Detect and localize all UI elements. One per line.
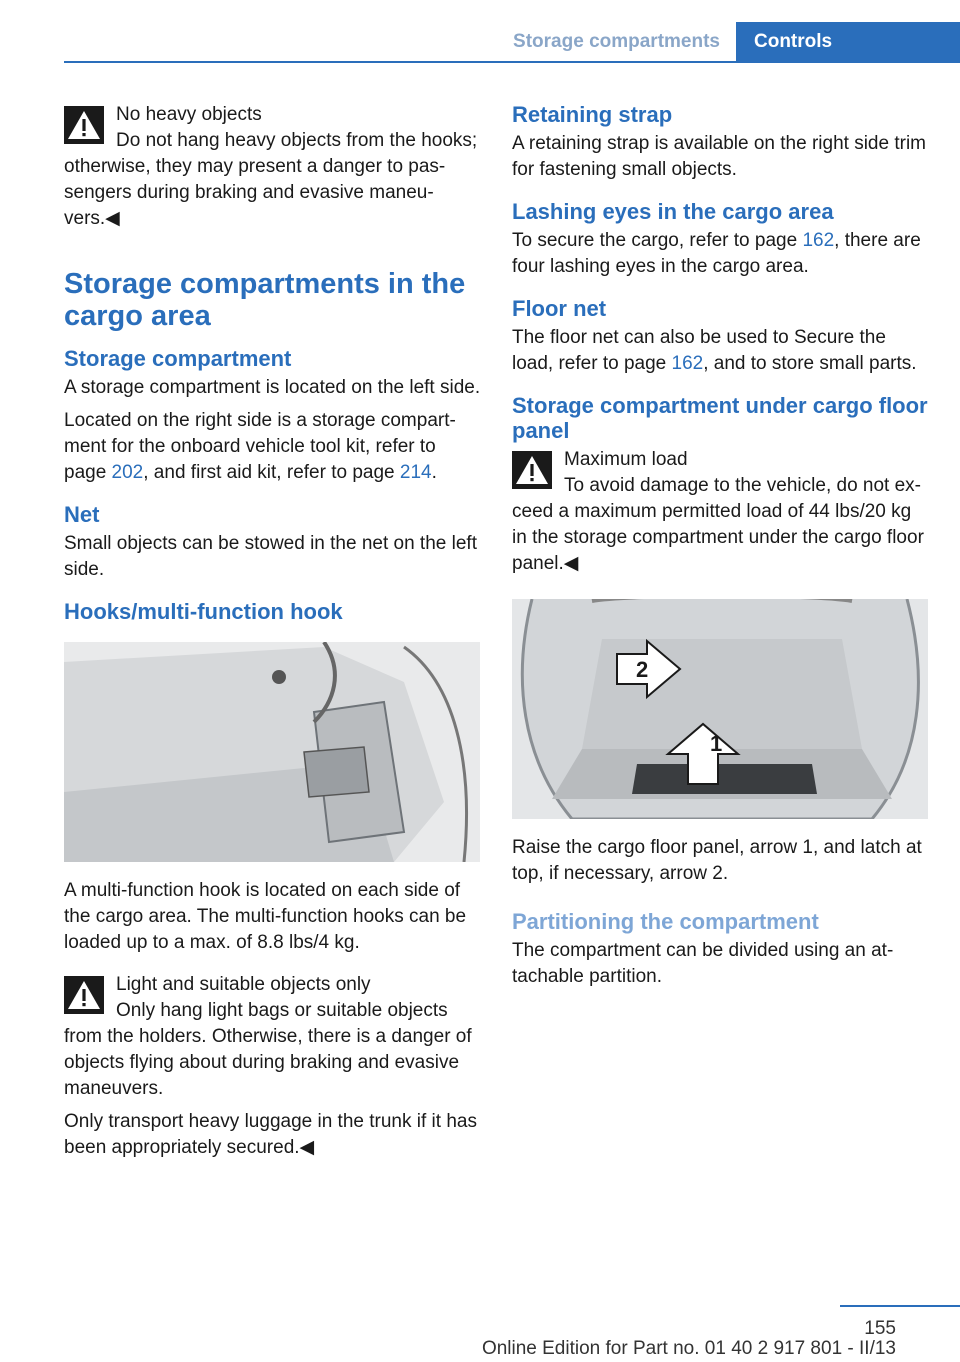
warning-icon <box>64 106 104 144</box>
warning-text: Only hang light bags or suitable objects from the holders. Otherwise, there is a danger of objects flying about during braking and evasive maneuvers. <box>64 1000 472 1099</box>
paragraph: A storage compartment is located on the left side. <box>64 377 481 398</box>
header-rule <box>64 61 960 63</box>
paragraph: Small objects can be stowed in the net on the left side. <box>64 533 477 580</box>
warning-icon <box>512 451 552 489</box>
subheading-hooks: Hooks/multi-function hook <box>64 599 343 624</box>
arrow-label-1: 1 <box>710 731 723 756</box>
paragraph: A multi-function hook is located on each side of the cargo area. The multi-function hooks can be loaded up to a max. of 8.8 lbs/4 kg. <box>64 880 467 953</box>
warning-icon <box>64 976 104 1014</box>
footer-rule <box>840 1305 960 1307</box>
warning-title: No heavy objects <box>116 104 262 125</box>
page-header <box>0 0 960 64</box>
page-link[interactable]: 202 <box>111 462 144 483</box>
subheading-partition: Partitioning the compartment <box>512 909 819 934</box>
right-column <box>512 102 930 997</box>
paragraph: The compartment can be divided using an at‐tachable partition. <box>512 940 894 987</box>
warning-text: Do not hang heavy objects from the hooks; otherwise, they may present a danger to pas‐sengers during braking and evasive maneu‐vers.◀ <box>64 130 478 229</box>
page-number: 155 <box>864 1318 896 1339</box>
warning-no-heavy-objects <box>64 102 482 232</box>
paragraph: Only transport heavy luggage in the trunk if it has been appropriately secured.◀ <box>64 1111 477 1158</box>
arrow-label-2: 2 <box>636 657 649 682</box>
header-section-title: Storage compartments <box>513 31 720 52</box>
subheading-floor-net: Floor net <box>512 296 607 321</box>
paragraph: Located on the right side is a storage compart‐ment for the onboard vehicle tool kit, refer to page 202, and first aid kit, refer to page 214. <box>64 410 456 483</box>
paragraph: A retaining strap is available on the right side trim for fastening small objects. <box>512 133 926 180</box>
warning-title: Maximum load <box>564 449 688 470</box>
subheading-strap: Retaining strap <box>512 102 673 127</box>
warning-light-objects <box>64 972 482 1102</box>
photo-caption: Raise the cargo floor panel, arrow 1, and latch at top, if necessary, arrow 2. <box>512 837 922 884</box>
cargo-hook-photo <box>64 642 480 862</box>
paragraph: The floor net can also be used to Secure the load, refer to page 162, and to store small parts. <box>512 327 917 374</box>
subheading-net: Net <box>64 502 100 527</box>
header-chapter-tab[interactable]: Controls <box>736 22 960 62</box>
warning-text: To avoid damage to the vehicle, do not ex‐ceed a maximum permitted load of 44 lbs/20 kg in the storage compartment under the cargo floor panel.◀ <box>512 475 924 574</box>
warning-maximum-load <box>512 447 930 577</box>
left-column <box>64 102 482 1168</box>
page-link[interactable]: 162 <box>802 230 835 251</box>
page-link[interactable]: 214 <box>399 462 432 483</box>
page-link[interactable]: 162 <box>671 353 704 374</box>
subheading-under-floor: Storage compartment under cargo floor panel <box>512 393 928 443</box>
section-heading: Storage compartments in the cargo area <box>64 268 466 332</box>
subheading-storage: Storage compartment <box>64 346 292 371</box>
paragraph: To secure the cargo, refer to page 162, there are four lashing eyes in the cargo area. <box>512 230 921 277</box>
subheading-lashing: Lashing eyes in the cargo area <box>512 199 834 224</box>
warning-title: Light and suitable objects only <box>116 974 371 995</box>
edition-note: Online Edition for Part no. 01 40 2 917 801 - II/13 <box>481 1338 896 1359</box>
cargo-floor-photo <box>512 599 928 819</box>
